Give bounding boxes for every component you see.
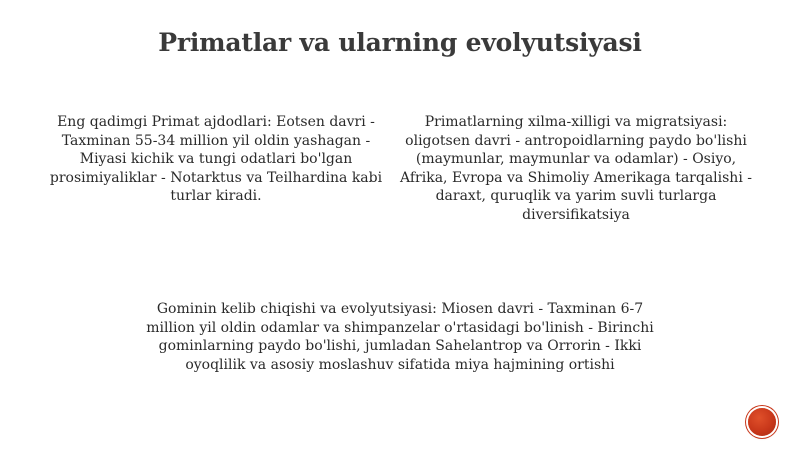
- text-block-hominins: Gominin kelib chiqishi va evolyutsiyasi: Miosen davri - Taxminan 6-7 million yil oldin odamlar va shimpanzelar o'rtasidagi bo'linish - Birinchi gominlarning paydo bo'lishi, jumladan Sahelantrop va Orrorin - Ikki oyoqlilik va asosiy moslashuv sifatida miya hajmining ortishi: [146, 301, 654, 373]
- text-block-ancestors: Eng qadimgi Primat ajdodlari: Eotsen davri - Taxminan 55-34 million yil oldin yashagan - Miyasi kichik va tungi odatlari bo'lgan prosimiyaliklar - Notarktus va Teilhardina kabi turlar kiradi.: [49, 114, 383, 204]
- slide-title: Primatlar va ularning evolyutsiyasi: [158, 28, 642, 57]
- text-block-diversity: Primatlarning xilma-xilligi va migratsiyasi: oligotsen davri - antropoidlarning paydo bo'lishi (maymunlar, maymunlar va odamlar) - Osiyo, Afrika, Evropa va Shimoliy Amerikaga tarqalishi - daraxt, quruqlik va yarim suvli turlarga diversifikatsiya: [400, 114, 752, 223]
- circle-button-icon[interactable]: [748, 408, 776, 436]
